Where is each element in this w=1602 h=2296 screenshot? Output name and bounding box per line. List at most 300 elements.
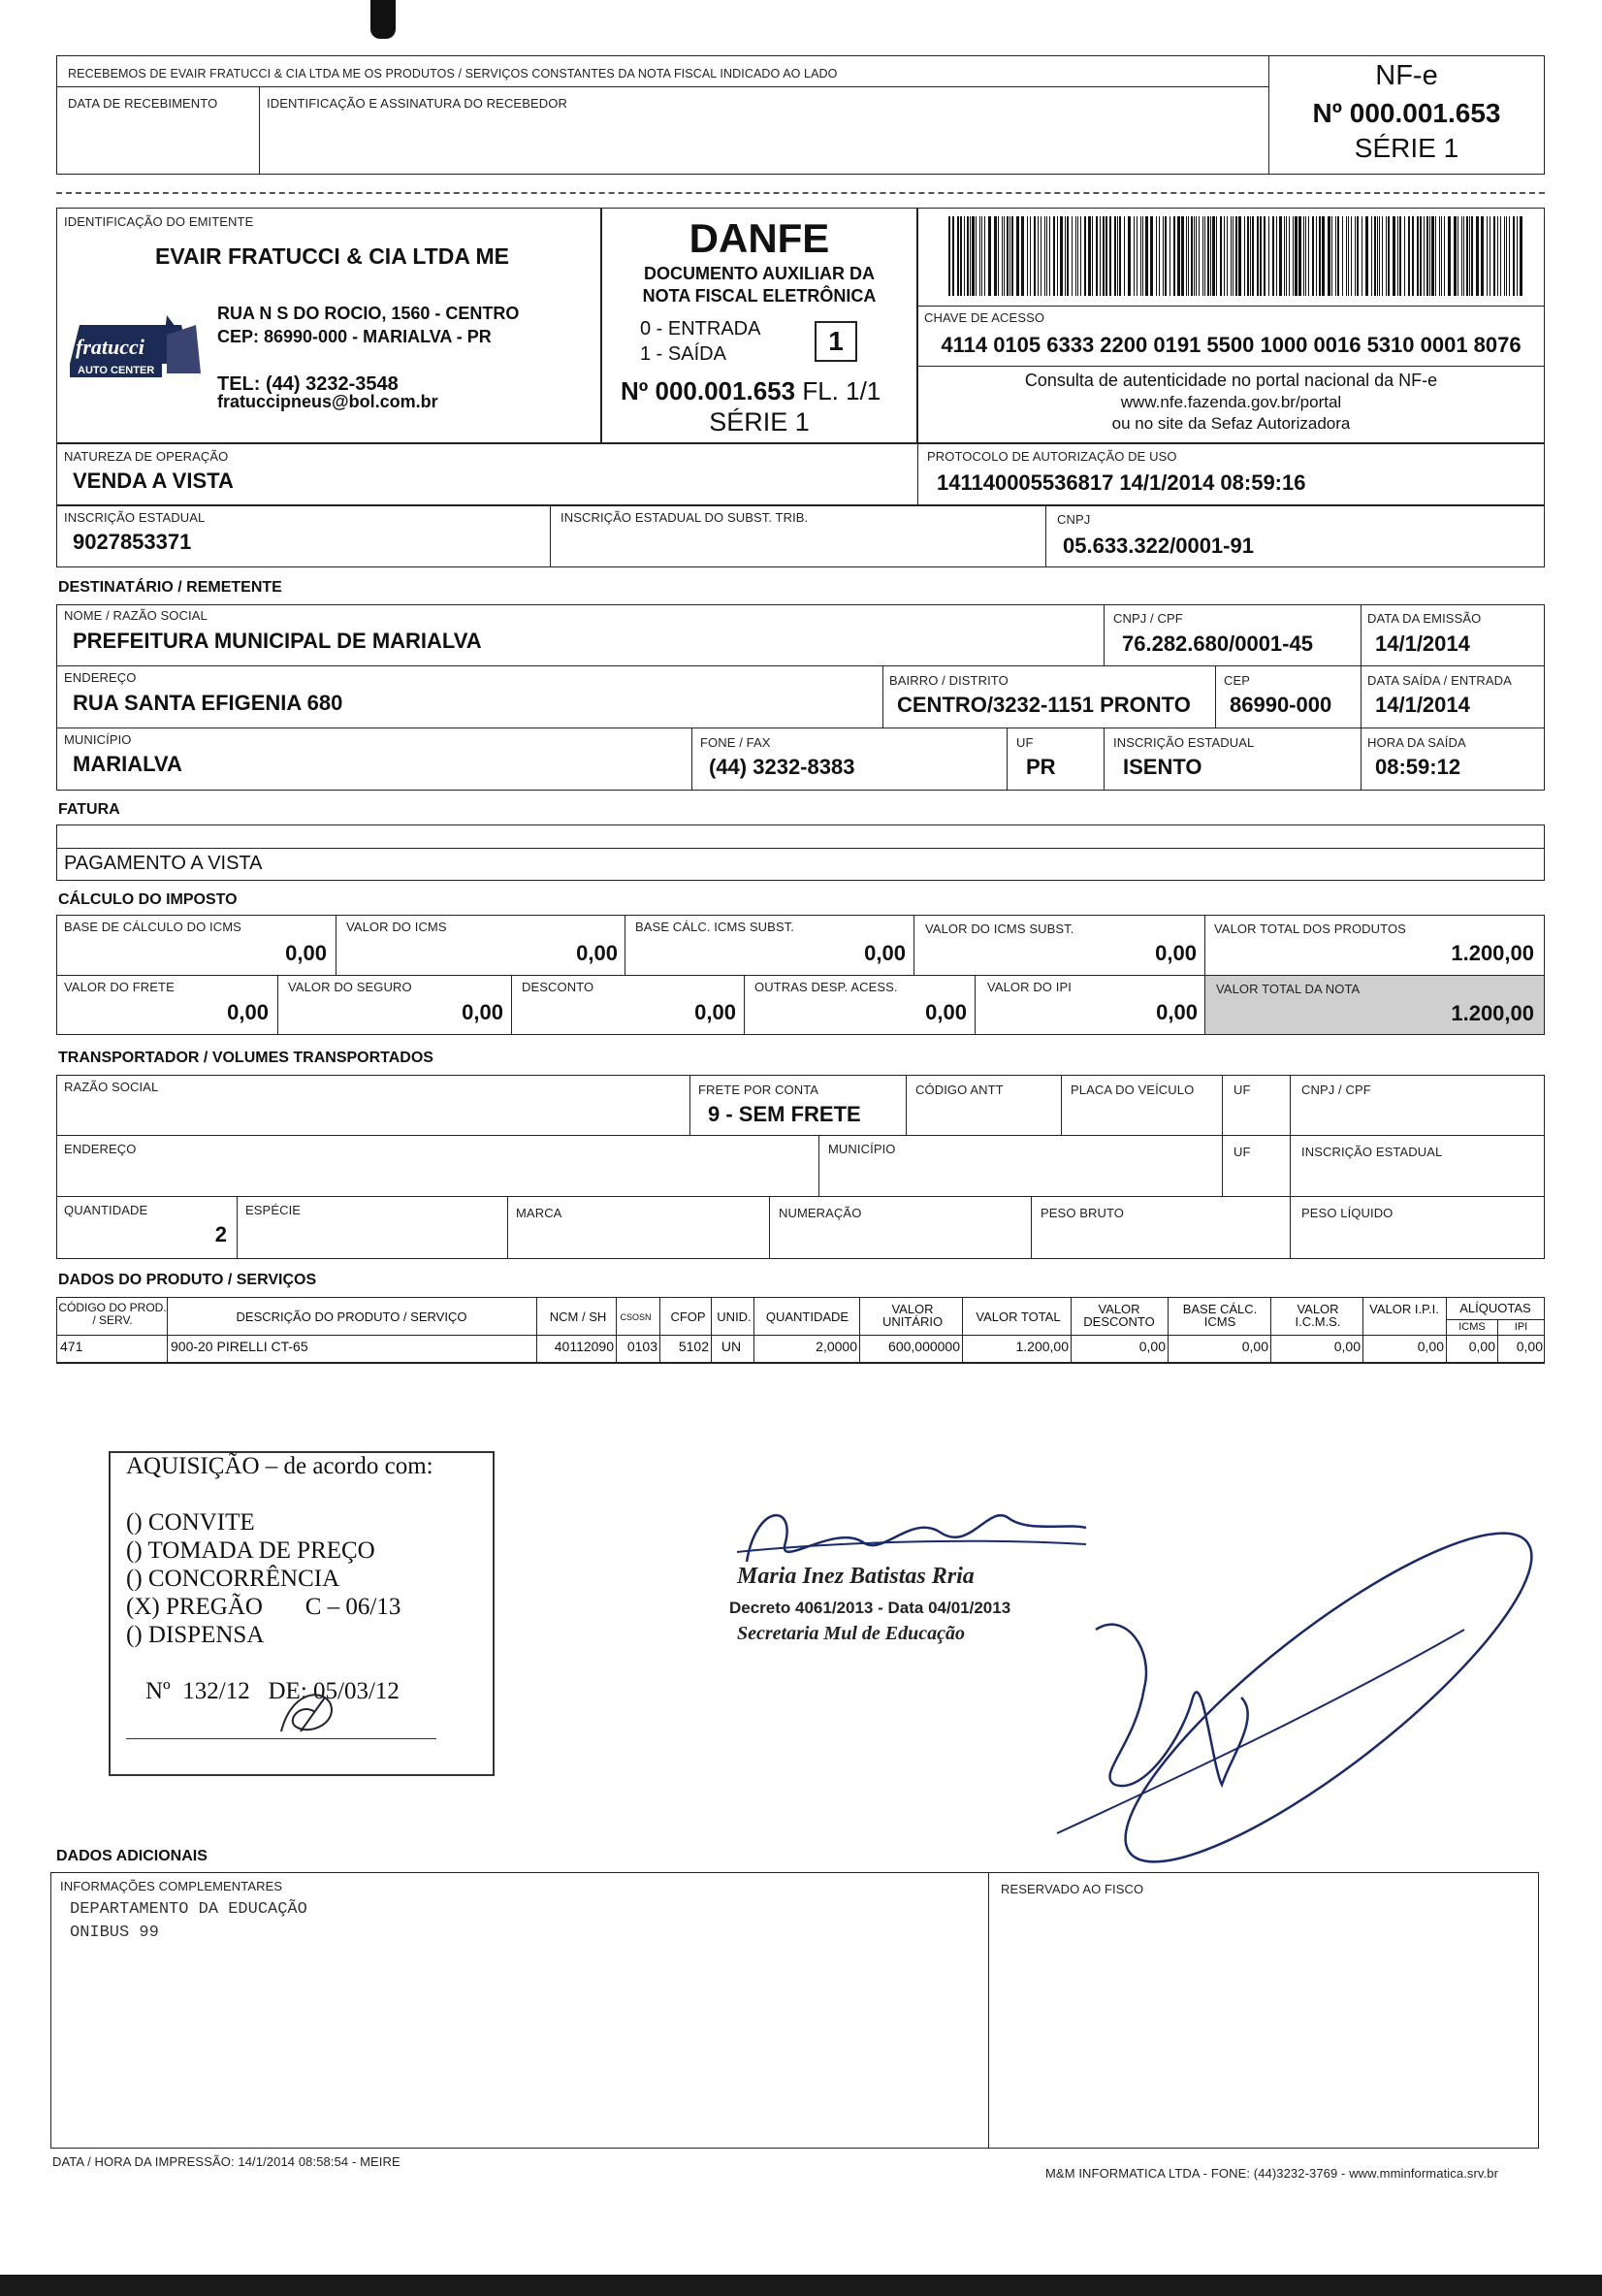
barcode-bar [1377,216,1378,296]
barcode-bar [1165,216,1167,296]
cnpj-value: 05.633.322/0001-91 [1063,534,1254,558]
barcode-bar [1216,216,1217,296]
barcode-bar [1247,216,1249,296]
protocolo-label: PROTOCOLO DE AUTORIZAÇÃO DE USO [927,449,1177,464]
footer-software: M&M INFORMATICA LTDA - FONE: (44)3232-3769 - www.mminformatica.srv.br [1045,2166,1499,2181]
stamp-tomada: () TOMADA DE PREÇO [126,1537,375,1564]
barcode-bar [1186,216,1187,296]
barcode-bar [1038,216,1039,296]
stamp-pregao: (X) PREGÃO C – 06/13 [126,1594,401,1620]
barcode-bar [1351,216,1352,296]
barcode-bar [1007,216,1009,296]
signature-name: Maria Inez Batistas Rria [737,1564,975,1589]
barcode-bar [1077,216,1078,296]
total-nota-label: VALOR TOTAL DA NOTA [1216,982,1361,996]
barcode-bar [1100,216,1101,296]
ie-label: INSCRIÇÃO ESTADUAL [64,510,206,525]
barcode-bar [1060,216,1063,296]
barcode-bar [1084,216,1086,296]
barcode-bar [1463,216,1464,296]
barcode-bar [1357,216,1359,296]
ipi-label: VALOR DO IPI [987,980,1072,994]
prod-cell: 0,00 [1241,1339,1268,1354]
barcode-bar [1337,216,1339,296]
fatura-box [56,825,1545,881]
stamp-numero: Nº 132/12 DE: 05/03/12 [145,1678,400,1704]
barcode-bar [1053,216,1055,296]
barcode-bar [1412,216,1414,296]
barcode-bar [1319,216,1321,296]
barcode-bar [1509,216,1510,296]
desconto: 0,00 [694,1000,736,1024]
barcode-bar [1188,216,1189,296]
barcode-bar [1298,216,1301,296]
barcode-bar [1520,216,1522,296]
barcode-bar [1244,216,1245,296]
transporte-section: TRANSPORTADOR / VOLUMES TRANSPORTADOS [58,1050,433,1066]
barcode-bar [1096,216,1098,296]
prod-cell: 0,00 [1516,1339,1543,1354]
prod-h-vicms: VALOR I.C.M.S. [1295,1302,1341,1329]
ipi: 0,00 [1156,1000,1198,1024]
base-st-label: BASE CÁLC. ICMS SUBST. [635,920,795,934]
barcode-bar [1227,216,1228,296]
total-prod: 1.200,00 [1451,941,1534,965]
barcode-bar [1506,216,1507,296]
barcode-bar [1080,216,1081,296]
barcode-bar [1295,216,1298,296]
barcode-bar [1386,216,1387,296]
fatura-value: PAGAMENTO A VISTA [64,853,263,874]
dest-hora: 08:59:12 [1375,755,1461,779]
natureza-value: VENDA A VISTA [73,469,234,493]
barcode-bar [1276,216,1277,296]
danfe-numero-value: Nº 000.001.653 [621,376,796,405]
barcode-bar [1305,216,1306,296]
danfe-subtitle2: NOTA FISCAL ELETRÔNICA [642,286,877,306]
barcode-bar [1150,216,1153,296]
valor-st-label: VALOR DO ICMS SUBST. [925,922,1074,936]
barcode-bar [1286,216,1287,296]
transp-numeracao-label: NUMERAÇÃO [779,1206,862,1220]
barcode-bar [1159,216,1160,296]
frete: 0,00 [227,1000,269,1024]
barcode-bar [994,216,997,296]
barcode-bar [1322,216,1325,296]
barcode-bar [1117,216,1118,296]
barcode-bar [1145,216,1148,296]
barcode-bar [1114,216,1116,296]
prod-cell: 2,0000 [816,1339,857,1354]
transp-antt-label: CÓDIGO ANTT [915,1083,1004,1097]
barcode-bar [1004,216,1005,296]
barcode-bar [1284,216,1285,296]
transp-uf2-label: UF [1234,1145,1251,1159]
emitente-cep: CEP: 86990-000 - MARIALVA - PR [217,327,492,346]
transp-uf-label: UF [1234,1083,1251,1097]
barcode-bar [1346,216,1347,296]
info-line2: ONIBUS 99 [70,1924,159,1942]
prod-h-codigo: CÓDIGO DO PROD. / SERV. [58,1301,167,1327]
barcode-bar [1034,216,1036,296]
data-recebimento-label: DATA DE RECEBIMENTO [68,96,218,111]
danfe-folha: FL. 1/1 [802,376,881,405]
prod-h-aipi: IPI [1514,1321,1528,1333]
barcode-bar [1072,216,1073,296]
barcode-bar [1088,216,1091,296]
barcode-bar [1065,216,1066,296]
barcode-bar [1210,216,1211,296]
dest-fone: (44) 3232-8383 [709,755,855,779]
frete-label: VALOR DO FRETE [64,980,175,994]
prod-h-ncm: NCM / SH [549,1310,607,1324]
barcode-bar [1272,216,1274,296]
danfe-subtitle1: DOCUMENTO AUXILIAR DA [644,264,875,283]
barcode-bar [1027,216,1028,296]
total-prod-label: VALOR TOTAL DOS PRODUTOS [1214,922,1406,936]
scan-edge-bottom [0,2275,1602,2296]
transp-liquido-label: PESO LÍQUIDO [1301,1206,1394,1220]
stamp-convite: () CONVITE [126,1509,255,1536]
info-line1: DEPARTAMENTO DA EDUCAÇÃO [70,1900,307,1919]
barcode-bar [948,216,950,296]
transp-ie-label: INSCRIÇÃO ESTADUAL [1301,1145,1443,1159]
barcode-bar [984,216,985,296]
barcode-bar [1342,216,1343,296]
prod-h-descricao: DESCRIÇÃO DO PRODUTO / SERVIÇO [236,1310,467,1324]
barcode-bar [1021,216,1024,296]
barcode-bar [1124,216,1125,296]
barcode-bar [1220,216,1222,296]
dest-ie: ISENTO [1123,755,1202,779]
barcode-bar [1140,216,1141,296]
barcode-bar [1128,216,1131,296]
barcode-bar [1046,216,1047,296]
barcode-bar [1399,216,1401,296]
barcode-bar [1134,216,1135,296]
transp-qtd: 2 [214,1222,227,1246]
dest-bairro: CENTRO/3232-1151 PRONTO [897,693,1191,717]
barcode-bar [960,216,962,296]
barcode-bar [957,216,959,296]
danfe-title: DANFE [689,215,830,261]
dest-saida: 14/1/2014 [1375,693,1470,717]
stamp-title: AQUISIÇÃO – de acordo com: [126,1453,433,1479]
cut-line [56,192,1545,194]
chave-consulta1: Consulta de autenticidade no portal nacional da NF-e [1024,371,1438,390]
barcode-bar [1030,216,1031,296]
emitente-email: fratuccipneus@bol.com.br [217,392,438,411]
barcode-bar [1420,216,1422,296]
barcode-bar [1092,216,1093,296]
dest-emissao-label: DATA DA EMISSÃO [1367,611,1482,626]
produtos-section: DADOS DO PRODUTO / SERVIÇOS [58,1272,317,1288]
prod-cell: 5102 [678,1339,709,1354]
barcode-bar [1191,216,1193,296]
ie-value: 9027853371 [73,530,192,554]
barcode-bar [1009,216,1010,296]
dest-cep: 86990-000 [1230,693,1332,717]
dest-bairro-label: BAIRRO / DISTRITO [889,673,1009,688]
prod-cell: 0,00 [1333,1339,1361,1354]
barcode-bar [1002,216,1003,296]
barcode-bar [1289,216,1290,296]
stamp-concorrencia: () CONCORRÊNCIA [126,1566,340,1592]
barcode-bar [1103,216,1105,296]
emitente-tel: TEL: (44) 3232-3548 [217,373,399,395]
barcode-bar [1497,216,1498,296]
barcode-bar [952,216,954,296]
valor-icms: 0,00 [576,941,618,965]
dest-municipio: MARIALVA [73,752,182,776]
barcode-graphic [948,216,1524,296]
barcode-bar [1435,216,1436,296]
barcode-bar [1513,216,1515,296]
barcode-bar [1016,216,1019,296]
dest-municipio-label: MUNICÍPIO [64,732,132,747]
transp-razao-label: RAZÃO SOCIAL [64,1080,159,1094]
barcode [948,216,1524,296]
fatura-section: FATURA [58,801,120,818]
barcode-bar [1303,216,1304,296]
outras: 0,00 [925,1000,967,1024]
dest-cnpj: 76.282.680/0001-45 [1122,631,1313,656]
canhoto-nfe: NF-e [1375,60,1438,91]
base-icms-label: BASE DE CÁLCULO DO ICMS [64,920,241,934]
barcode-bar [1202,216,1203,296]
barcode-bar [1156,216,1157,296]
large-signature-scribble [1038,1523,1581,1930]
barcode-bar [1105,216,1107,296]
dest-nome: PREFEITURA MUNICIPAL DE MARIALVA [73,629,482,653]
barcode-bar [1461,216,1462,296]
barcode-bar [1431,216,1434,296]
barcode-bar [967,216,969,296]
barcode-bar [1224,216,1225,296]
barcode-bar [1408,216,1410,296]
transp-municipio-label: MUNICÍPIO [828,1142,896,1156]
chave-consulta3: ou no site da Sefaz Autorizadora [1111,414,1351,433]
dest-endereco-label: ENDEREÇO [64,670,137,685]
transp-frete-label: FRETE POR CONTA [698,1083,819,1097]
prod-h-vtotal: VALOR TOTAL [976,1310,1061,1324]
barcode-bar [1312,216,1314,296]
prod-h-vipi: VALOR I.P.I. [1369,1302,1439,1316]
barcode-bar [1388,216,1390,296]
barcode-bar [972,216,975,296]
barcode-bar [1424,216,1425,296]
barcode-bar [1429,216,1430,296]
natureza-box [56,443,1545,505]
transp-especie-label: ESPÉCIE [245,1203,302,1217]
transp-bruto-label: PESO BRUTO [1041,1206,1125,1220]
barcode-bar [1196,216,1197,296]
barcode-bar [1382,216,1383,296]
barcode-bar [1397,216,1398,296]
barcode-bar [1371,216,1372,296]
total-nota: 1.200,00 [1451,1001,1534,1025]
signature-cargo: Secretaria Mul de Educação [737,1623,965,1644]
barcode-bar [964,216,965,296]
prod-h-unid: UNID. [717,1310,752,1324]
dest-emissao: 14/1/2014 [1375,631,1470,656]
barcode-bar [1316,216,1317,296]
barcode-bar [1268,216,1269,296]
dest-hora-label: HORA DA SAÍDA [1367,735,1466,750]
logo-text: fratucci [76,335,144,359]
barcode-bar [1011,216,1013,296]
barcode-bar [998,216,999,296]
seguro-label: VALOR DO SEGURO [288,980,412,994]
barcode-bar [1331,216,1332,296]
barcode-bar [1454,216,1457,296]
emitente-logo [70,315,201,381]
natureza-label: NATUREZA DE OPERAÇÃO [64,449,229,464]
canhoto-text: RECEBEMOS DE EVAIR FRATUCCI & CIA LTDA ME OS PRODUTOS / SERVIÇOS CONSTANTES DA NOTA FISCAL INDICADO AO LADO [68,67,838,81]
dest-cnpj-label: CNPJ / CPF [1113,611,1183,626]
barcode-bar [1365,216,1368,296]
barcode-bar [1257,216,1259,296]
barcode-bar [1417,216,1419,296]
barcode-bar [1328,216,1330,296]
barcode-bar [1481,216,1484,296]
barcode-bar [1355,216,1356,296]
barcode-bar [1233,216,1234,296]
danfe-numero [621,376,881,406]
stamp-initials-scribble [272,1683,349,1741]
barcode-bar [1517,216,1518,296]
barcode-bar [1199,216,1200,296]
barcode-bar [1471,216,1473,296]
emitente-endereco: RUA N S DO ROCIO, 1560 - CENTRO [217,304,520,323]
barcode-bar [1279,216,1282,296]
prod-cell: 0,00 [1468,1339,1495,1354]
dest-endereco: RUA SANTA EFIGENIA 680 [73,691,343,715]
prod-cell: 0,00 [1138,1339,1166,1354]
prod-cell: 40112090 [554,1339,614,1354]
barcode-bar [1057,216,1058,296]
barcode-bar [1379,216,1380,296]
valor-st: 0,00 [1155,941,1197,965]
barcode-bar [1067,216,1069,296]
desconto-label: DESCONTO [522,980,594,994]
prod-cell: 471 [60,1339,83,1354]
barcode-bar [1212,216,1215,296]
barcode-bar [1204,216,1205,296]
barcode-bar [1250,216,1251,296]
base-st: 0,00 [864,941,906,965]
dest-saida-label: DATA SAÍDA / ENTRADA [1367,673,1512,688]
imposto-section: CÁLCULO DO IMPOSTO [58,891,238,908]
danfe-tipo: 1 [815,321,857,362]
barcode-bar [1264,216,1266,296]
prod-cell: UN [721,1339,742,1354]
barcode-bar [1119,216,1121,296]
barcode-bar [1487,216,1488,296]
barcode-bar [1476,216,1479,296]
prod-col-line [167,1297,168,1363]
barcode-bar [1444,216,1445,296]
assinatura-recebedor-label: IDENTIFICAÇÃO E ASSINATURA DO RECEBEDOR [267,96,567,111]
destinatario-section: DESTINATÁRIO / REMETENTE [58,579,282,596]
barcode-bar [1439,216,1440,296]
dest-uf-label: UF [1016,735,1034,750]
prod-h-aicms: ICMS [1458,1321,1486,1333]
prod-h-qtd: QUANTIDADE [765,1310,849,1324]
barcode-bar [1335,216,1336,296]
signature-decreto: Decreto 4061/2013 - Data 04/01/2013 [729,1599,1011,1617]
barcode-bar [1374,216,1376,296]
fisco-label: RESERVADO AO FISCO [1001,1882,1144,1896]
barcode-bar [1441,216,1442,296]
prod-h-base: BASE CÁLC. ICMS [1182,1302,1258,1329]
prod-cell: 1.200,00 [1015,1339,1069,1354]
outras-label: OUTRAS DESP. ACESS. [754,980,898,994]
barcode-bar [976,216,977,296]
barcode-bar [1293,216,1294,296]
barcode-bar [1109,216,1111,296]
barcode-bar [1163,216,1164,296]
dest-ie-label: INSCRIÇÃO ESTADUAL [1113,735,1255,750]
dest-nome-label: NOME / RAZÃO SOCIAL [64,608,208,623]
canhoto-serie: SÉRIE 1 [1354,133,1459,163]
barcode-bar [981,216,982,296]
ie-st-label: INSCRIÇÃO ESTADUAL DO SUBST. TRIB. [561,510,809,525]
barcode-bar [988,216,991,296]
barcode-bar [1252,216,1254,296]
transp-placa-label: PLACA DO VEÍCULO [1071,1083,1195,1097]
adicionais-section: DADOS ADICIONAIS [56,1848,208,1864]
barcode-bar [970,216,971,296]
seguro: 0,00 [462,1000,503,1024]
transp-cnpj-label: CNPJ / CPF [1301,1083,1371,1097]
barcode-bar [1235,216,1237,296]
prod-h-cfop: CFOP [670,1310,706,1324]
barcode-bar [1500,216,1501,296]
barcode-bar [1142,216,1143,296]
danfe-saida: 1 - SAÍDA [640,343,726,365]
transp-marca-label: MARCA [516,1206,562,1220]
barcode-bar [1075,216,1076,296]
barcode-bar [1231,216,1232,296]
barcode-bar [1426,216,1428,296]
barcode-bar [1404,216,1405,296]
transp-frete: 9 - SEM FRETE [708,1102,861,1126]
barcode-bar [1493,216,1495,296]
chave-consulta2: www.nfe.fazenda.gov.br/portal [1120,393,1342,411]
barcode-bar [1448,216,1451,296]
protocolo-value: 141140005536817 14/1/2014 08:59:16 [937,470,1306,495]
barcode-bar [1466,216,1468,296]
danfe-entrada: 0 - ENTRADA [640,318,761,340]
prod-h-vunit: VALOR UNITÁRIO [881,1302,944,1329]
barcode-bar [1393,216,1395,296]
barcode-bar [1348,216,1349,296]
chave-label: CHAVE DE ACESSO [924,310,1045,325]
barcode-bar [1177,216,1180,296]
barcode-bar [1049,216,1050,296]
footer-impressao: DATA / HORA DA IMPRESSÃO: 14/1/2014 08:58:54 - MEIRE [52,2154,400,2169]
prod-h-aliq: ALÍQUOTAS [1459,1301,1531,1315]
emitente-label: IDENTIFICAÇÃO DO EMITENTE [64,214,254,229]
dest-cep-label: CEP [1224,673,1251,688]
info-label: INFORMAÇÕES COMPLEMENTARES [60,1879,283,1893]
barcode-bar [1044,216,1045,296]
barcode-bar [1181,216,1184,296]
base-icms: 0,00 [285,941,327,965]
canhoto-numero: Nº 000.001.653 [1312,98,1501,128]
barcode-bar [1238,216,1241,296]
